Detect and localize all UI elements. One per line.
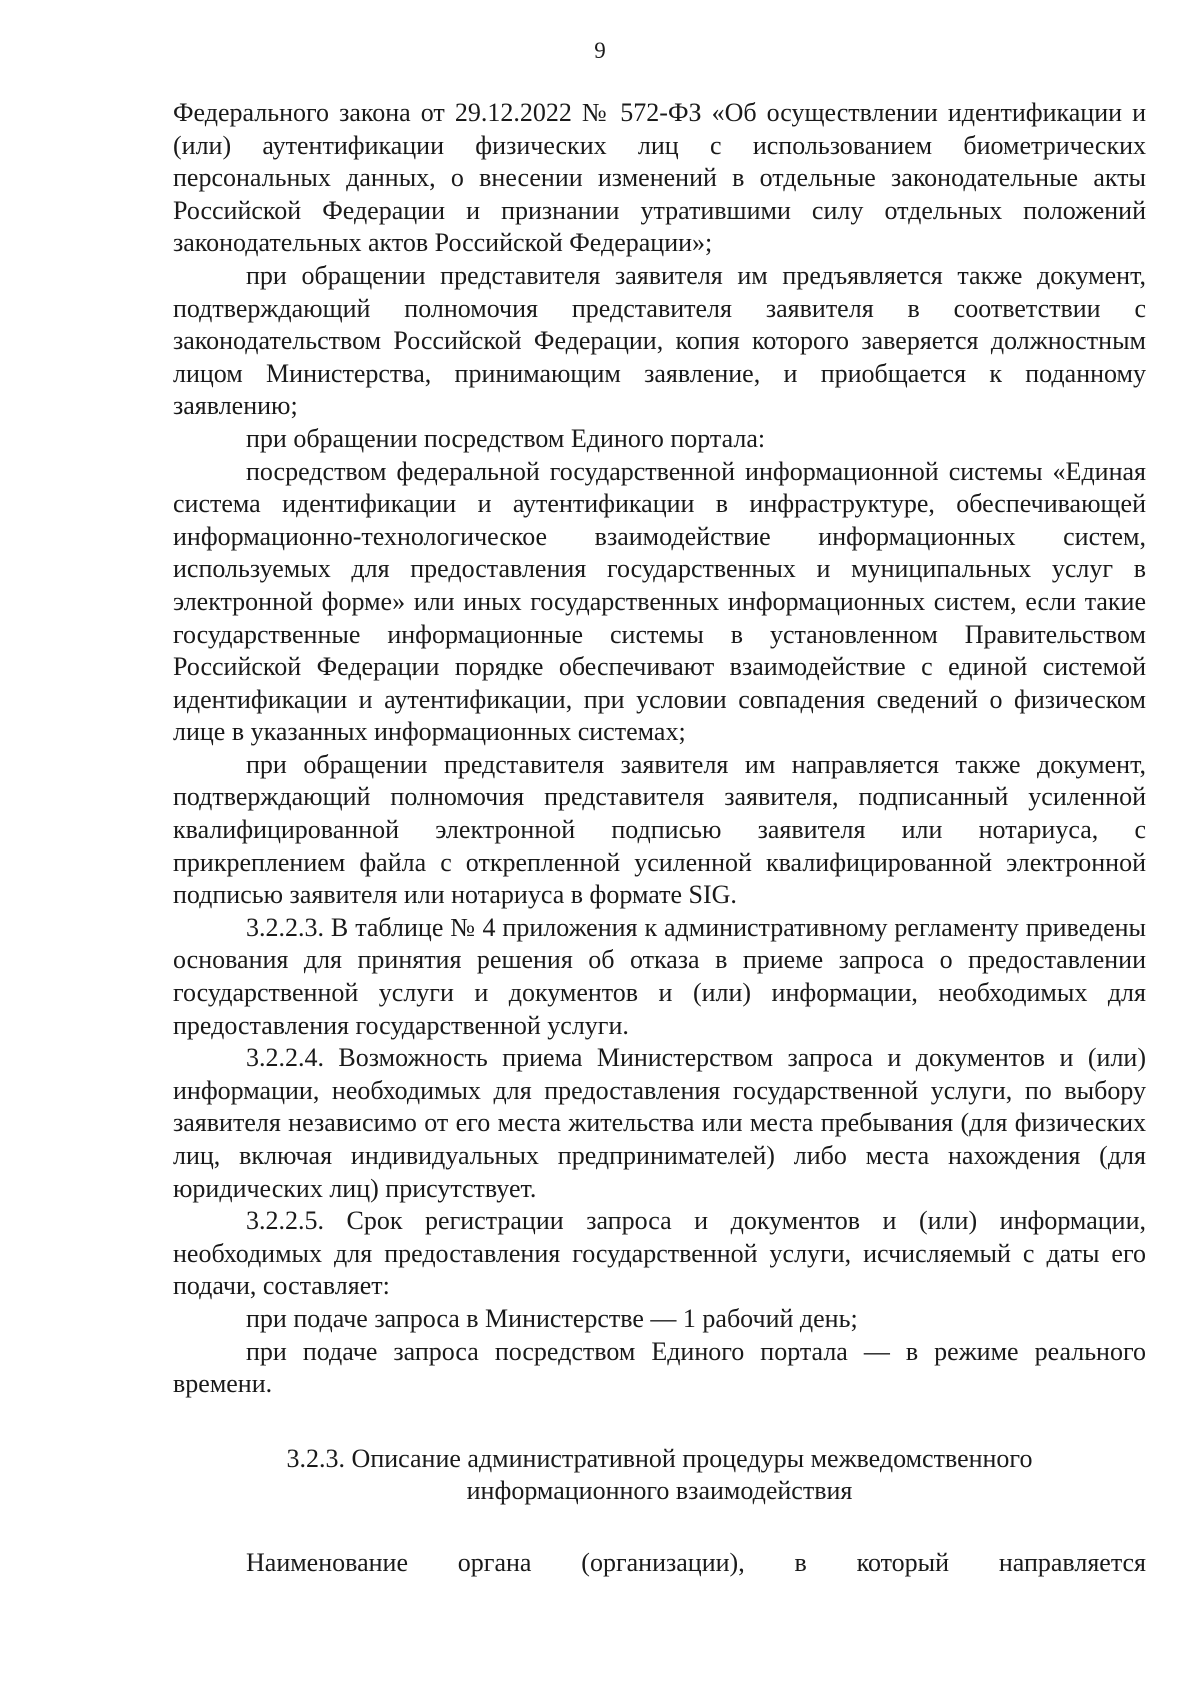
paragraph-portal-term: при подаче запроса посредством Единого портала — в режиме реального времени. xyxy=(173,1336,1146,1399)
paragraph-portal-intro: при обращении посредством Единого портала: xyxy=(246,423,766,453)
section-heading-line-2: информационного взаимодействия xyxy=(466,1476,853,1506)
paragraph-3-2-2-5: 3.2.2.5. Срок регистрации запроса и документов и (или) информации, необходимых для предоставления государственной услуги, исчисляемый с даты его подачи, составляет: xyxy=(173,1206,1146,1301)
document-body xyxy=(173,97,1146,1580)
paragraph-ministry-term: при подаче запроса в Министерстве — 1 рабочий день; xyxy=(246,1303,858,1333)
paragraph-representative-send: при обращении представителя заявителя им направляется также документ, подтверждающий полномочия представителя заявителя, подписанный усиленной квалифицированной электронной подписью заявителя или нотариуса, с прикреплением файла с открепленной усиленной квалифицированной электронной подписью заявителя или нотариуса в формате SIG. xyxy=(173,749,1146,910)
paragraph-representative-present: при обращении представителя заявителя им предъявляется также документ, подтверждающий полномочия представителя заявителя в соответствии с законодательством Российской Федерации, копия которого заверяется должностным лицом Министерства, принимающим заявление, и приобщается к поданному заявлению; xyxy=(173,260,1146,421)
paragraph-continuation: Федерального закона от 29.12.2022 № 572-ФЗ «Об осуществлении идентификации и (или) аутентификации физических лиц с использованием биометрических персональных данных, о внесении изменений в отдельные законодательные акты Российской Федерации и признании утратившими силу отдельных положений законодательных актов Российской Федерации»; xyxy=(173,98,1146,258)
paragraph-3-2-2-3: 3.2.2.3. В таблице № 4 приложения к административному регламенту приведены основания для принятия решения об отказа в приеме запроса о предоставлении государственной услуги и документов и (или) информации, необходимых для предоставления государственной услуги. xyxy=(173,912,1146,1040)
paragraph-esia: посредством федеральной государственной информационной системы «Единая система идентификации и аутентификации в инфраструктуре, обеспечивающей информационно-технологическое взаимодействие информационных систем, используемых для предоставления государственных и муниципальных услуг в электронной форме» или иных государственных информационных систем, если такие государственные информационные системы в установленном Правительством Российской Федерации порядке обеспечивают взаимодействие с единой системой идентификации и аутентификации, при условии совпадения сведений о физическом лице в указанных информационных системах; xyxy=(173,456,1146,747)
paragraph-organ-name: Наименование органа (организации), в который направляется xyxy=(246,1547,1146,1577)
section-heading-line-1: 3.2.3. Описание административной процедуры межведомственного xyxy=(286,1443,1033,1473)
section-heading-3-2-3 xyxy=(173,1443,1146,1508)
paragraph-3-2-2-4: 3.2.2.4. Возможность приема Министерством запроса и документов и (или) информации, необходимых для предоставления государственной услуги, по выбору заявителя независимо от его места жительства или места пребывания (для физических лиц, включая индивидуальных предпринимателей) либо места нахождения (для юридических лиц) присутствует. xyxy=(173,1043,1146,1203)
page-number: 9 xyxy=(594,38,606,63)
